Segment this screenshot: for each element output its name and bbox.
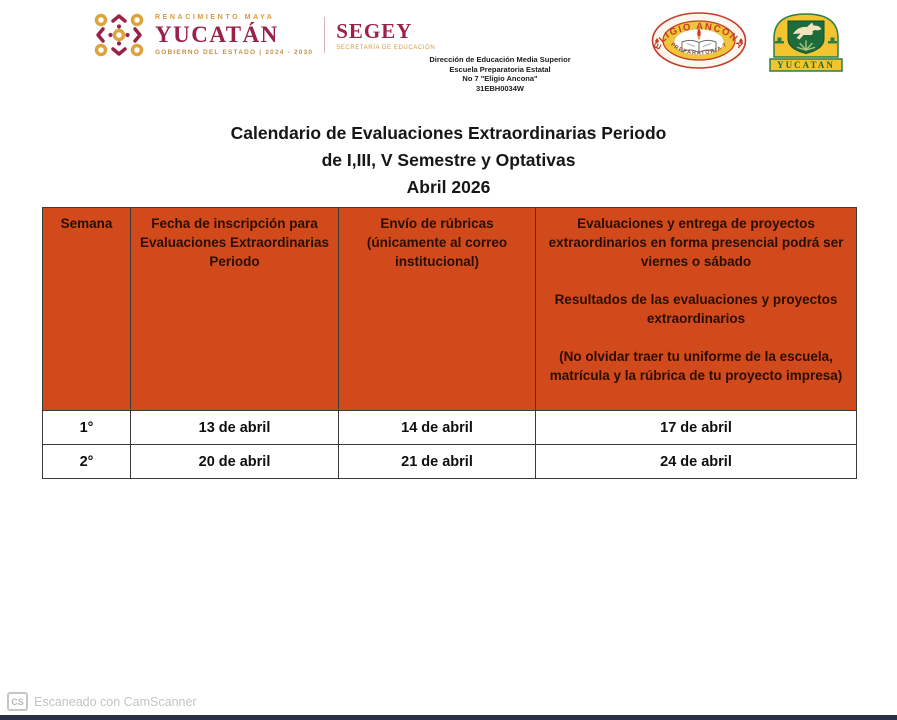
renacimiento-maya-label: RENACIMIENTO MAYA [155, 14, 275, 21]
logo-divider [324, 17, 325, 53]
scan-bottom-edge-bar [0, 715, 897, 720]
school-info-line: No 7 "Eligio Ancona" [462, 74, 538, 83]
school-info-block [396, 55, 604, 93]
cell-week-1-inscripcion: 13 de abril [131, 411, 339, 445]
camscanner-watermark [7, 692, 197, 711]
evaluaciones-paragraph-1: Evaluaciones y entrega de proyectos extraordinarios en forma presencial podrá ser viernes o sábado [548, 216, 844, 269]
cell-week-1-evaluacion: 17 de abril [536, 411, 857, 445]
maya-glyph-icon [92, 12, 146, 58]
table-row-week-1 [43, 411, 857, 445]
title-line-1: Calendario de Evaluaciones Extraordinarias Periodo [230, 123, 667, 143]
title-line-3: Abril 2026 [406, 177, 491, 197]
col-header-envio-label: Envío de rúbricas (únicamente al correo institucional) [366, 216, 508, 269]
segey-subtitle: SECRETARÍA DE EDUCACIÓN [336, 45, 436, 51]
camscanner-watermark-text: Escaneado con CamScanner [34, 694, 197, 709]
yucatan-shield-icon [766, 10, 846, 74]
col-header-evaluaciones [536, 208, 857, 411]
evaluaciones-paragraph-2: Resultados de las evaluaciones y proyectos extraordinarios [554, 292, 838, 326]
gov-logo-text [155, 14, 313, 56]
col-header-semana [43, 208, 131, 411]
shield-label: YUCATAN [777, 60, 835, 70]
cell-week-1-envio: 14 de abril [339, 411, 536, 445]
yucatan-government-logo [92, 12, 435, 58]
prepa-badge-top-text: ELIGIO ANCONA [651, 21, 747, 52]
segey-logo [336, 19, 435, 51]
segey-wordmark: SEGEY [336, 19, 413, 43]
camscanner-cs-icon: CS [7, 692, 28, 711]
cell-week-1-semana: 1° [43, 411, 131, 445]
col-header-envio-rubricas [339, 208, 536, 411]
prepa-badge-bottom-text: PREPARATORIA 7 [669, 41, 729, 57]
eligio-ancona-badge-icon [651, 12, 747, 69]
col-header-inscripcion-label: Fecha de inscripción para Evaluaciones Extraordinarias Periodo [139, 216, 330, 269]
table-header-row [43, 208, 857, 411]
col-header-inscripcion [131, 208, 339, 411]
title-line-2: de I,III, V Semestre y Optativas [321, 150, 576, 170]
cell-week-2-inscripcion: 20 de abril [131, 445, 339, 479]
cell-week-2-evaluacion: 24 de abril [536, 445, 857, 479]
table-row-week-2 [43, 445, 857, 479]
yucatan-wordmark: YUCATÁN [155, 22, 279, 47]
calendar-table [42, 207, 857, 479]
cell-week-2-envio: 21 de abril [339, 445, 536, 479]
school-info-line: Escuela Preparatoria Estatal [449, 64, 551, 74]
cell-week-2-semana: 2° [43, 445, 131, 479]
evaluaciones-paragraph-3: (No olvidar traer tu uniforme de la escuela, matrícula y la rúbrica de tu proyecto impresa) [549, 349, 843, 383]
school-info-line: 31EBH0034W [476, 83, 524, 93]
gobierno-estado-label: GOBIERNO DEL ESTADO | 2024 - 2030 [155, 49, 314, 56]
document-title [0, 120, 897, 201]
col-header-semana-label: Semana [60, 216, 113, 231]
school-info-line: Dirección de Educación Media Superior [429, 55, 571, 64]
